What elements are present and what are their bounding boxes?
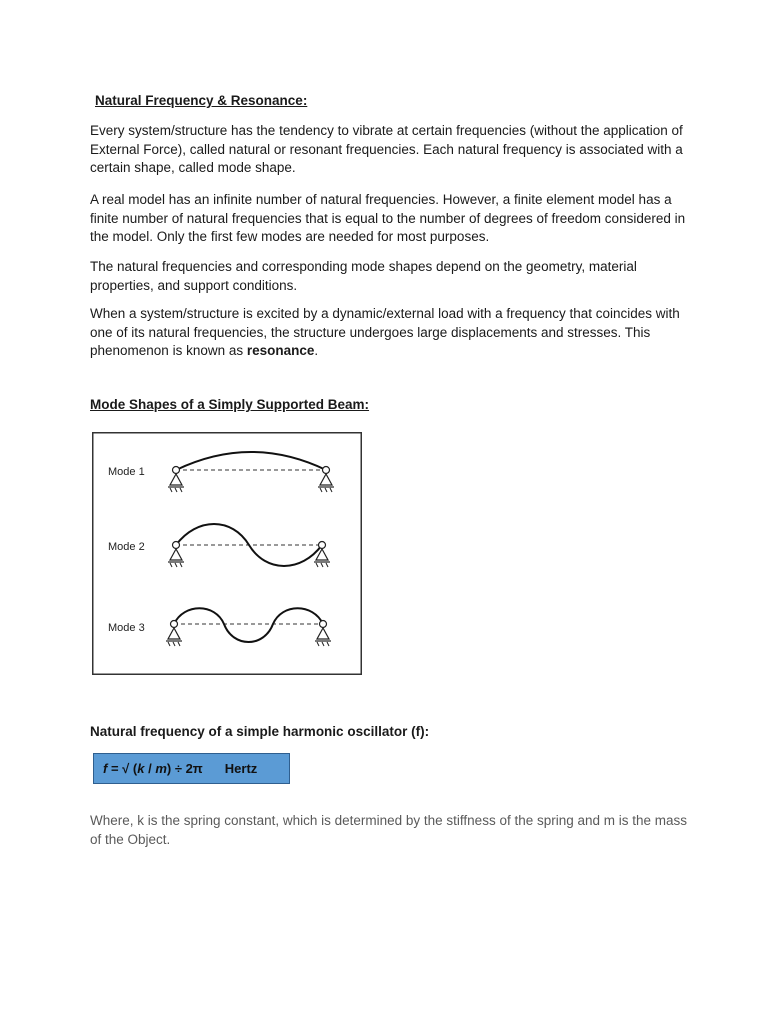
mode-shapes-figure [92,432,362,675]
formula-unit: Hertz [224,761,258,776]
page-title: Natural Frequency & Resonance: [95,93,308,108]
paragraph-finite-element: A real model has an infinite number of natural frequencies. However, a finite element model has a finite number of natural frequencies that is equal to the number of degrees of freedom considered in the model. Only the first few modes are needed for most purposes. [90,192,686,244]
spring-constant-note: Where, k is the spring constant, which is determined by the stiffness of the spring and m is the mass of the Object. [90,813,688,847]
formula [103,761,203,776]
paragraph-natural-frequency: Every system/structure has the tendency to vibrate at certain frequencies (without the application of External Force), called natural or resonant frequencies. Each natural frequency is associated with a certain shape, called mode shape. [90,123,683,175]
mode-shapes-diagram [92,432,362,675]
oscillator-heading: Natural frequency of a simple harmonic oscillator (f): [90,724,430,739]
formula-f: f [103,761,108,776]
resonance-text: When a system/structure is excited by a dynamic/external load with a frequency that coincides with one of its natural frequencies, the structure undergoes large displacements and stresses. This phenomenon is known as [90,306,680,358]
mode-1-label: Mode 1 [108,466,145,478]
mode-2-label: Mode 2 [108,541,145,553]
paragraph-resonance [90,305,690,361]
formula-box [93,753,290,784]
paragraph-mode-shapes-dependence: The natural frequencies and corresponding mode shapes depend on the geometry, material properties, and support conditions. [90,259,637,293]
mode-3-label: Mode 3 [108,622,145,634]
resonance-period: . [314,343,319,358]
formula-m: m [155,761,167,776]
resonance-term: resonance [246,343,315,358]
formula-rest: ) ÷ 2π [166,761,203,776]
formula-eq: = √ ( [107,761,138,776]
formula-slash: / [144,761,156,776]
formula-k: k [137,761,145,776]
mode-shapes-heading: Mode Shapes of a Simply Supported Beam: [90,397,370,412]
